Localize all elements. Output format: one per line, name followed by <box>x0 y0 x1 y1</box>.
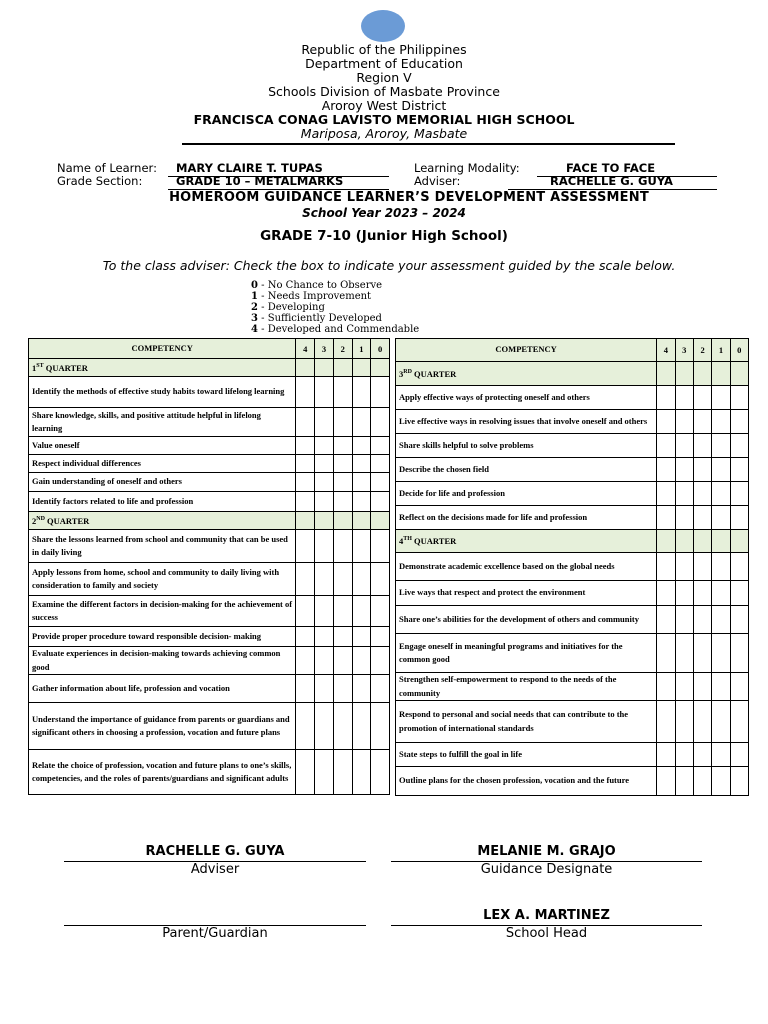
rating-checkbox-cell[interactable] <box>315 563 334 596</box>
rating-checkbox-cell[interactable] <box>296 647 315 675</box>
rating-checkbox-cell[interactable] <box>315 675 334 703</box>
rating-checkbox-cell[interactable] <box>352 408 371 437</box>
rating-checkbox-cell[interactable] <box>675 506 693 530</box>
table-row <box>29 627 390 647</box>
rating-checkbox-cell[interactable] <box>333 647 352 675</box>
quarter-number: 4 <box>399 536 404 547</box>
table-row <box>29 530 390 563</box>
rating-checkbox-cell[interactable] <box>352 492 371 512</box>
competency-header: COMPETENCY <box>396 339 657 362</box>
quarter-number: 2 <box>32 515 37 526</box>
header-region: Region V <box>356 70 412 85</box>
rating-checkbox-cell[interactable] <box>315 492 334 512</box>
quarter-cell <box>352 512 371 530</box>
rating-checkbox-cell[interactable] <box>730 673 748 701</box>
quarter-cell <box>657 530 675 553</box>
competency-text: State steps to fulfill the goal in life <box>396 743 657 767</box>
table-row <box>396 506 749 530</box>
rating-checkbox-cell[interactable] <box>371 750 390 795</box>
table-row <box>29 675 390 703</box>
quarter-cell <box>296 512 315 530</box>
rating-checkbox-cell[interactable] <box>693 743 711 767</box>
competency-text: Share one’s abilities for the development of others and community <box>396 606 657 634</box>
table-row <box>396 482 749 506</box>
rating-checkbox-cell[interactable] <box>657 482 675 506</box>
table-row <box>396 386 749 410</box>
rating-checkbox-cell[interactable] <box>693 458 711 482</box>
competency-text: Value oneself <box>29 437 296 455</box>
rating-checkbox-cell[interactable] <box>296 408 315 437</box>
rating-checkbox-cell[interactable] <box>693 701 711 743</box>
competency-text: Describe the chosen field <box>396 458 657 482</box>
rating-checkbox-cell[interactable] <box>371 675 390 703</box>
scale-label: - Needs Improvement <box>261 291 372 302</box>
rating-checkbox-cell[interactable] <box>675 743 693 767</box>
rating-checkbox-cell[interactable] <box>693 634 711 673</box>
head-signature-role: School Head <box>505 926 588 941</box>
rating-header: 3 <box>315 339 334 359</box>
scale-number: 3 <box>251 313 258 324</box>
rating-checkbox-cell[interactable] <box>315 703 334 750</box>
rating-checkbox-cell[interactable] <box>730 434 748 458</box>
rating-checkbox-cell[interactable] <box>371 377 390 408</box>
rating-checkbox-cell[interactable] <box>296 492 315 512</box>
competency-text: Live effective ways in resolving issues that involve oneself and others <box>396 410 657 434</box>
rating-checkbox-cell[interactable] <box>675 386 693 410</box>
rating-checkbox-cell[interactable] <box>730 553 748 581</box>
rating-checkbox-cell[interactable] <box>333 437 352 455</box>
learner-label: Name of Learner: <box>57 161 157 175</box>
quarter-cell <box>371 512 390 530</box>
rating-header: 2 <box>333 339 352 359</box>
rating-checkbox-cell[interactable] <box>657 553 675 581</box>
rating-checkbox-cell[interactable] <box>352 750 371 795</box>
rating-checkbox-cell[interactable] <box>352 596 371 627</box>
rating-checkbox-cell[interactable] <box>675 606 693 634</box>
competency-text: Examine the different factors in decision-making for the achievement of success <box>29 596 296 627</box>
rating-checkbox-cell[interactable] <box>296 627 315 647</box>
rating-checkbox-cell[interactable] <box>730 386 748 410</box>
quarter-cell <box>675 362 693 386</box>
quarter-text: QUARTER <box>44 515 90 526</box>
rating-checkbox-cell[interactable] <box>371 703 390 750</box>
table-row <box>396 634 749 673</box>
competency-text: Share skills helpful to solve problems <box>396 434 657 458</box>
rating-checkbox-cell[interactable] <box>730 701 748 743</box>
table-row <box>396 434 749 458</box>
competency-text: Relate the choice of profession, vocation and future plans to one’s skills, competencies, and the roles of parents/guardians and significant adults <box>29 750 296 795</box>
quarter-cell <box>296 359 315 377</box>
rating-checkbox-cell[interactable] <box>712 506 730 530</box>
table-row <box>396 410 749 434</box>
rating-checkbox-cell[interactable] <box>712 458 730 482</box>
quarter-suffix: ND <box>36 515 45 522</box>
competency-text: Share the lessons learned from school and community that can be used in daily living <box>29 530 296 563</box>
rating-checkbox-cell[interactable] <box>675 673 693 701</box>
rating-checkbox-cell[interactable] <box>693 606 711 634</box>
rating-checkbox-cell[interactable] <box>371 596 390 627</box>
header-school: FRANCISCA CONAG LAVISTO MEMORIAL HIGH SCHOOL <box>193 112 575 127</box>
table-row <box>29 703 390 750</box>
table-row <box>396 458 749 482</box>
quarter-number: 1 <box>32 362 37 373</box>
section-value: GRADE 10 – METALMARKS <box>176 174 344 188</box>
rating-checkbox-cell[interactable] <box>371 563 390 596</box>
modality-value: FACE TO FACE <box>566 161 656 175</box>
rating-checkbox-cell[interactable] <box>657 410 675 434</box>
scale-number: 0 <box>251 280 258 291</box>
scale-number: 1 <box>251 291 258 302</box>
rating-checkbox-cell[interactable] <box>315 530 334 563</box>
rating-header: 3 <box>675 339 693 362</box>
competency-text: Evaluate experiences in decision-making towards achieving common good <box>29 647 296 675</box>
competency-text: Respect individual differences <box>29 455 296 473</box>
rating-checkbox-cell[interactable] <box>315 377 334 408</box>
rating-checkbox-cell[interactable] <box>693 581 711 606</box>
table-row <box>29 647 390 675</box>
rating-checkbox-cell[interactable] <box>333 675 352 703</box>
table-row <box>29 563 390 596</box>
rating-checkbox-cell[interactable] <box>333 530 352 563</box>
learner-value: MARY CLAIRE T. TUPAS <box>176 161 323 175</box>
rating-checkbox-cell[interactable] <box>352 703 371 750</box>
quarter-cell <box>315 359 334 377</box>
competency-text: Engage oneself in meaningful programs and initiatives for the common good <box>396 634 657 673</box>
competency-text: Gather information about life, profession and vocation <box>29 675 296 703</box>
rating-checkbox-cell[interactable] <box>675 634 693 673</box>
table-row <box>396 701 749 743</box>
quarter-suffix: TH <box>403 536 412 543</box>
rating-checkbox-cell[interactable] <box>371 437 390 455</box>
rating-checkbox-cell[interactable] <box>712 701 730 743</box>
quarter-text: QUARTER <box>43 362 88 373</box>
grade-level: GRADE 7-10 (Junior High School) <box>260 228 508 244</box>
rating-checkbox-cell[interactable] <box>675 767 693 796</box>
rating-checkbox-cell[interactable] <box>657 386 675 410</box>
rating-checkbox-cell[interactable] <box>675 410 693 434</box>
quarter-cell <box>730 362 748 386</box>
school-year: School Year 2023 – 2024 <box>302 206 466 220</box>
rating-checkbox-cell[interactable] <box>712 434 730 458</box>
rating-checkbox-cell[interactable] <box>730 634 748 673</box>
rating-header: 2 <box>693 339 711 362</box>
modality-label: Learning Modality: <box>414 161 520 175</box>
header-district: Aroroy West District <box>321 98 447 113</box>
rating-checkbox-cell[interactable] <box>712 482 730 506</box>
rating-checkbox-cell[interactable] <box>296 596 315 627</box>
adviser-signature-role: Adviser <box>190 862 240 877</box>
scale-label: - Sufficiently Developed <box>261 313 382 324</box>
header-republic: Republic of the Philippines <box>301 42 467 57</box>
table-row <box>396 553 749 581</box>
rating-checkbox-cell[interactable] <box>333 455 352 473</box>
quarter-cell <box>352 359 371 377</box>
competency-text: Reflect on the decisions made for life and profession <box>396 506 657 530</box>
table-row <box>29 596 390 627</box>
rating-checkbox-cell[interactable] <box>693 410 711 434</box>
scale-item <box>251 325 419 336</box>
rating-checkbox-cell[interactable] <box>730 767 748 796</box>
rating-checkbox-cell[interactable] <box>693 767 711 796</box>
rating-header: 0 <box>371 339 390 359</box>
rating-checkbox-cell[interactable] <box>657 701 675 743</box>
rating-checkbox-cell[interactable] <box>315 596 334 627</box>
table-row <box>396 673 749 701</box>
rating-checkbox-cell[interactable] <box>657 581 675 606</box>
table-row <box>396 606 749 634</box>
competency-text: Apply lessons from home, school and community to daily living with consideration to family and society <box>29 563 296 596</box>
rating-header: 4 <box>657 339 675 362</box>
table-row <box>396 581 749 606</box>
rating-checkbox-cell[interactable] <box>352 627 371 647</box>
competency-header: COMPETENCY <box>29 339 296 359</box>
rating-checkbox-cell[interactable] <box>657 634 675 673</box>
rating-checkbox-cell[interactable] <box>730 458 748 482</box>
competency-text: Outline plans for the chosen profession, vocation and the future <box>396 767 657 796</box>
school-logo <box>361 10 405 42</box>
quarter-cell <box>712 530 730 553</box>
quarter-label <box>396 530 657 553</box>
scale-label: - Developing <box>261 302 325 313</box>
rating-checkbox-cell[interactable] <box>333 627 352 647</box>
rating-checkbox-cell[interactable] <box>657 673 675 701</box>
rating-checkbox-cell[interactable] <box>333 563 352 596</box>
rating-checkbox-cell[interactable] <box>333 377 352 408</box>
scale-label: - No Chance to Observe <box>261 280 383 291</box>
rating-header: 1 <box>352 339 371 359</box>
parent-signature-role: Parent/Guardian <box>162 926 268 941</box>
rating-checkbox-cell[interactable] <box>352 437 371 455</box>
rating-checkbox-cell[interactable] <box>315 647 334 675</box>
quarter-suffix: RD <box>403 368 412 375</box>
rating-checkbox-cell[interactable] <box>675 701 693 743</box>
table-row <box>29 473 390 492</box>
scale-item <box>251 314 382 325</box>
scale-item <box>251 292 371 303</box>
rating-checkbox-cell[interactable] <box>352 675 371 703</box>
rating-checkbox-cell[interactable] <box>712 673 730 701</box>
scale-item <box>251 281 382 292</box>
competency-text: Strengthen self-empowerment to respond to the needs of the community <box>396 673 657 701</box>
rating-checkbox-cell[interactable] <box>352 563 371 596</box>
rating-checkbox-cell[interactable] <box>333 750 352 795</box>
rating-checkbox-cell[interactable] <box>296 530 315 563</box>
quarter-label <box>29 512 296 530</box>
rating-checkbox-cell[interactable] <box>352 473 371 492</box>
rating-checkbox-cell[interactable] <box>333 492 352 512</box>
rating-checkbox-cell[interactable] <box>315 437 334 455</box>
rating-checkbox-cell[interactable] <box>675 553 693 581</box>
form-title: HOMEROOM GUIDANCE LEARNER’S DEVELOPMENT ASSESSMENT <box>169 190 649 205</box>
head-signature-name: LEX A. MARTINEZ <box>483 908 610 923</box>
rating-checkbox-cell[interactable] <box>352 455 371 473</box>
adviser-label: Adviser: <box>414 174 461 188</box>
header-address: Mariposa, Aroroy, Masbate <box>300 126 468 141</box>
rating-checkbox-cell[interactable] <box>730 606 748 634</box>
competency-table-right <box>395 338 749 796</box>
quarter-suffix: ST <box>36 362 44 369</box>
rating-checkbox-cell[interactable] <box>296 703 315 750</box>
table-row <box>29 377 390 408</box>
table-row <box>396 743 749 767</box>
table-row <box>29 437 390 455</box>
rating-checkbox-cell[interactable] <box>352 647 371 675</box>
competency-text: Provide proper procedure toward responsible decision- making <box>29 627 296 647</box>
quarter-cell <box>315 512 334 530</box>
rating-checkbox-cell[interactable] <box>712 634 730 673</box>
rating-checkbox-cell[interactable] <box>675 482 693 506</box>
quarter-text: QUARTER <box>411 368 457 379</box>
quarter-label <box>29 359 296 377</box>
guidance-signature-role: Guidance Designate <box>480 862 613 877</box>
table-row <box>29 750 390 795</box>
scale-number: 2 <box>251 302 258 313</box>
rating-checkbox-cell[interactable] <box>657 767 675 796</box>
rating-checkbox-cell[interactable] <box>296 473 315 492</box>
quarter-cell <box>693 362 711 386</box>
rating-checkbox-cell[interactable] <box>315 408 334 437</box>
rating-checkbox-cell[interactable] <box>730 506 748 530</box>
rating-checkbox-cell[interactable] <box>693 506 711 530</box>
competency-text: Share knowledge, skills, and positive attitude helpful in lifelong learning <box>29 408 296 437</box>
quarter-row <box>29 359 390 377</box>
rating-checkbox-cell[interactable] <box>712 581 730 606</box>
competency-text: Identify the methods of effective study habits toward lifelong learning <box>29 377 296 408</box>
rating-checkbox-cell[interactable] <box>657 743 675 767</box>
rating-checkbox-cell[interactable] <box>296 455 315 473</box>
rating-checkbox-cell[interactable] <box>315 473 334 492</box>
rating-checkbox-cell[interactable] <box>371 530 390 563</box>
rating-checkbox-cell[interactable] <box>296 377 315 408</box>
rating-checkbox-cell[interactable] <box>315 750 334 795</box>
instruction-text: To the class adviser: Check the box to indicate your assessment guided by the scale below. <box>102 258 676 273</box>
table-row <box>396 767 749 796</box>
adviser-signature-name: RACHELLE G. GUYA <box>145 844 285 859</box>
rating-header: 0 <box>730 339 748 362</box>
scale-number: 4 <box>251 324 258 335</box>
rating-checkbox-cell[interactable] <box>333 473 352 492</box>
quarter-cell <box>675 530 693 553</box>
header-divider <box>182 143 675 145</box>
rating-checkbox-cell[interactable] <box>296 750 315 795</box>
competency-text: Decide for life and profession <box>396 482 657 506</box>
quarter-row <box>396 362 749 386</box>
quarter-cell <box>333 512 352 530</box>
rating-checkbox-cell[interactable] <box>371 627 390 647</box>
rating-checkbox-cell[interactable] <box>333 408 352 437</box>
section-label: Grade Section: <box>57 174 143 188</box>
rating-checkbox-cell[interactable] <box>730 482 748 506</box>
quarter-cell <box>712 362 730 386</box>
quarter-cell <box>657 362 675 386</box>
scale-label: - Developed and Commendable <box>261 324 420 335</box>
table-row <box>29 408 390 437</box>
rating-checkbox-cell[interactable] <box>693 482 711 506</box>
competency-table-left <box>28 338 390 795</box>
rating-checkbox-cell[interactable] <box>712 553 730 581</box>
rating-checkbox-cell[interactable] <box>693 673 711 701</box>
guidance-signature-name: MELANIE M. GRAJO <box>477 844 616 859</box>
rating-checkbox-cell[interactable] <box>693 553 711 581</box>
rating-checkbox-cell[interactable] <box>657 606 675 634</box>
rating-checkbox-cell[interactable] <box>693 434 711 458</box>
rating-checkbox-cell[interactable] <box>675 434 693 458</box>
rating-checkbox-cell[interactable] <box>315 627 334 647</box>
competency-text: Understand the importance of guidance from parents or guardians and significant others in choosing a profession, vocation and future plans <box>29 703 296 750</box>
table-row <box>29 492 390 512</box>
rating-checkbox-cell[interactable] <box>657 458 675 482</box>
rating-checkbox-cell[interactable] <box>352 377 371 408</box>
header-division: Schools Division of Masbate Province <box>268 84 500 99</box>
rating-header: 4 <box>296 339 315 359</box>
quarter-cell <box>371 359 390 377</box>
scale-item <box>251 303 325 314</box>
rating-checkbox-cell[interactable] <box>371 473 390 492</box>
rating-checkbox-cell[interactable] <box>693 386 711 410</box>
rating-checkbox-cell[interactable] <box>371 455 390 473</box>
rating-checkbox-cell[interactable] <box>730 410 748 434</box>
header-department: Department of Education <box>305 56 463 71</box>
adviser-value: RACHELLE G. GUYA <box>550 174 673 188</box>
quarter-label <box>396 362 657 386</box>
rating-checkbox-cell[interactable] <box>333 703 352 750</box>
rating-checkbox-cell[interactable] <box>333 596 352 627</box>
rating-checkbox-cell[interactable] <box>371 408 390 437</box>
rating-checkbox-cell[interactable] <box>296 563 315 596</box>
competency-text: Respond to personal and social needs that can contribute to the promotion of international standards <box>396 701 657 743</box>
competency-text: Demonstrate academic excellence based on the global needs <box>396 553 657 581</box>
rating-checkbox-cell[interactable] <box>730 743 748 767</box>
rating-checkbox-cell[interactable] <box>675 581 693 606</box>
quarter-row <box>396 530 749 553</box>
competency-text: Apply effective ways of protecting oneself and others <box>396 386 657 410</box>
rating-checkbox-cell[interactable] <box>315 455 334 473</box>
quarter-cell <box>693 530 711 553</box>
quarter-number: 3 <box>399 368 404 379</box>
rating-checkbox-cell[interactable] <box>712 606 730 634</box>
rating-checkbox-cell[interactable] <box>712 767 730 796</box>
rating-checkbox-cell[interactable] <box>657 434 675 458</box>
rating-checkbox-cell[interactable] <box>296 437 315 455</box>
rating-checkbox-cell[interactable] <box>712 386 730 410</box>
competency-text: Identify factors related to life and profession <box>29 492 296 512</box>
quarter-cell <box>333 359 352 377</box>
rating-checkbox-cell[interactable] <box>352 530 371 563</box>
rating-checkbox-cell[interactable] <box>712 410 730 434</box>
rating-checkbox-cell[interactable] <box>657 506 675 530</box>
rating-checkbox-cell[interactable] <box>675 458 693 482</box>
quarter-cell <box>730 530 748 553</box>
rating-checkbox-cell[interactable] <box>730 581 748 606</box>
rating-checkbox-cell[interactable] <box>371 647 390 675</box>
rating-checkbox-cell[interactable] <box>296 675 315 703</box>
quarter-text: QUARTER <box>411 536 457 547</box>
rating-header: 1 <box>712 339 730 362</box>
quarter-row <box>29 512 390 530</box>
competency-text: Gain understanding of oneself and others <box>29 473 296 492</box>
table-row <box>29 455 390 473</box>
rating-checkbox-cell[interactable] <box>712 743 730 767</box>
competency-text: Live ways that respect and protect the environment <box>396 581 657 606</box>
rating-checkbox-cell[interactable] <box>371 492 390 512</box>
